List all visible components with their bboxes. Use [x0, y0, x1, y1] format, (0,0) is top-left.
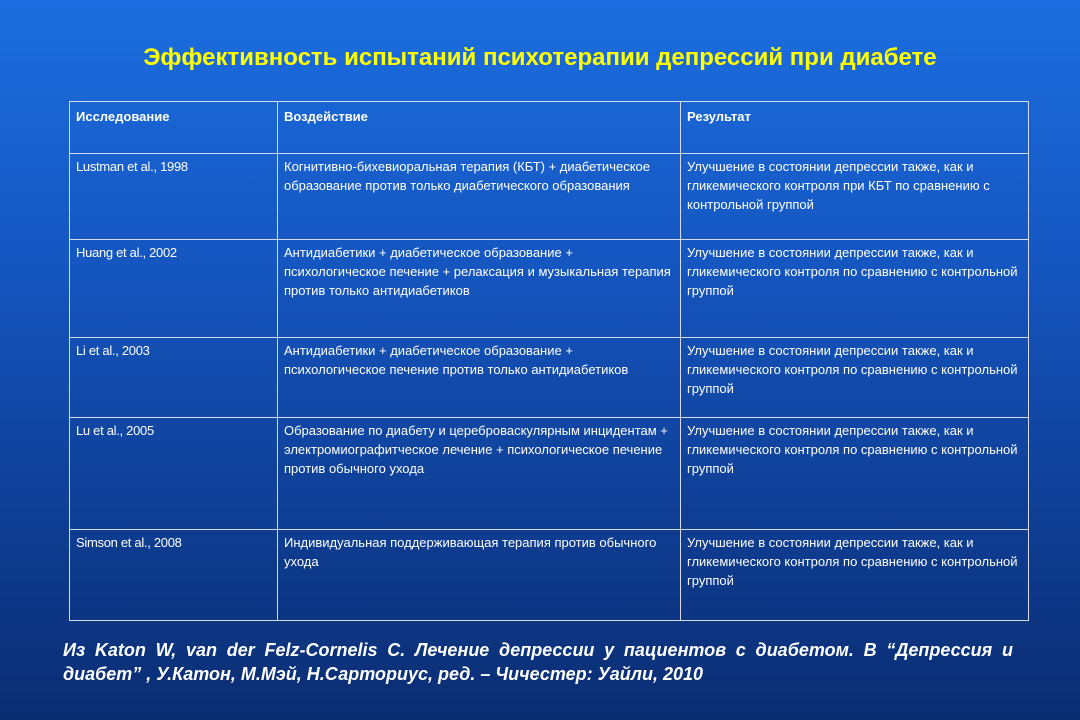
table-row-intervention: Антидиабетики + диабетическое образование + психологическое печение против только антидиабетиков: [278, 338, 681, 418]
studies-table: [69, 101, 1029, 621]
source-citation: Из Katon W, van der Felz-Cornelis C. Лечение депрессии у пациентов с диабетом. В “Депрессия и диабет” , У.Катон, М.Мэй, Н.Сарториус, ред. – Чичестер: Уайли, 2010: [63, 640, 1013, 684]
table-row-study: Lu et al., 2005: [69, 418, 278, 530]
table-row-result: Улучшение в состоянии депрессии также, как и гликемического контроля по сравнению с контрольной группой: [681, 530, 1029, 621]
table-row-study: Huang et al., 2002: [69, 240, 278, 338]
table-row-intervention: Когнитивно-бихевиоральная терапия (КБТ) + диабетическое образование против только диабетического образования: [278, 154, 681, 240]
slide-title: Эффективность испытаний психотерапии депрессий при диабете: [143, 44, 937, 71]
table-row-study: Simson et al., 2008: [69, 530, 278, 621]
table-row-study: Li et al., 2003: [69, 338, 278, 418]
table-row-intervention: Индивидуальная поддерживающая терапия против обычного ухода: [278, 530, 681, 621]
column-header-intervention: Воздействие: [278, 101, 681, 154]
table-row-result: Улучшение в состоянии депрессии также, как и гликемического контроля при КБТ по сравнению с контрольной группой: [681, 154, 1029, 240]
table-row-intervention: Образование по диабету и цереброваскулярным инцидентам + электромиографитческое лечение + психологическое печение против обычного ухода: [278, 418, 681, 530]
table-row-intervention: Антидиабетики + диабетическое образование + психологическое печение + релаксация и музыкальная терапия против только антидиабетиков: [278, 240, 681, 338]
table-row-result: Улучшение в состоянии депрессии также, как и гликемического контроля по сравнению с контрольной группой: [681, 418, 1029, 530]
column-header-result: Результат: [681, 101, 1029, 154]
column-header-study: Исследование: [69, 101, 278, 154]
table-row-study: Lustman et al., 1998: [69, 154, 278, 240]
table-row-result: Улучшение в состоянии депрессии также, как и гликемического контроля по сравнению с контрольной группой: [681, 240, 1029, 338]
table-row-result: Улучшение в состоянии депрессии также, как и гликемического контроля по сравнению с контрольной группой: [681, 338, 1029, 418]
